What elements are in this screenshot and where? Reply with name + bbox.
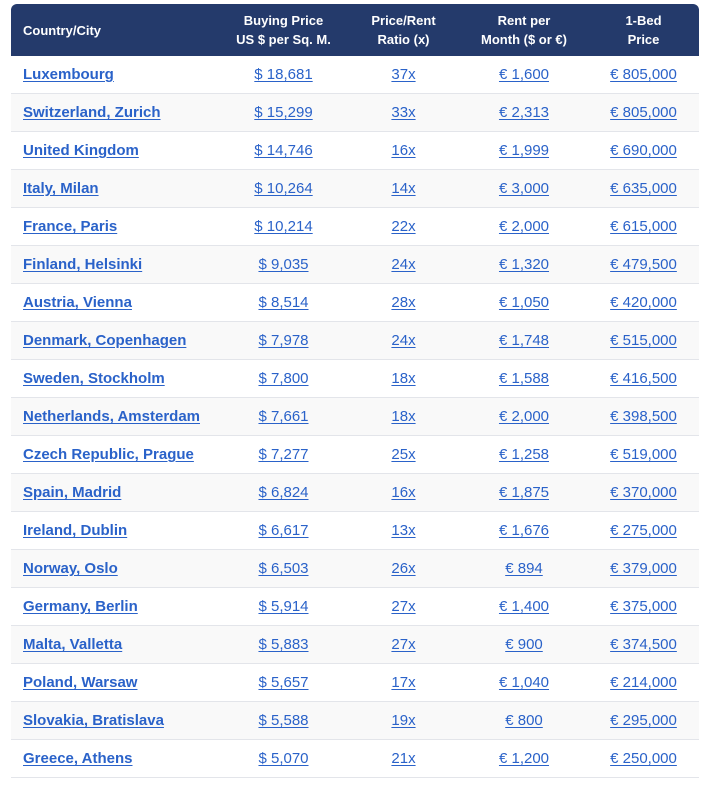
buying-price-link[interactable]: $ 6,617 (258, 522, 309, 539)
table-cell-buying-price (220, 94, 347, 132)
table-row (11, 474, 699, 512)
table-cell-rent (460, 170, 588, 208)
buying-price-link[interactable]: $ 5,914 (258, 598, 309, 615)
country-link[interactable]: Luxembourg (23, 66, 114, 83)
table-cell-one-bed (588, 284, 699, 322)
table-cell-country (11, 322, 220, 360)
table-cell-buying-price (220, 626, 347, 664)
table-cell-country (11, 94, 220, 132)
buying-price-link[interactable]: $ 5,657 (258, 674, 309, 691)
table-cell-buying-price (220, 436, 347, 474)
table-cell-rent (460, 56, 588, 94)
price-rent-ratio-link[interactable]: 16x (391, 142, 416, 159)
table-row (11, 322, 699, 360)
header-price-rent-ratio (347, 4, 460, 56)
buying-price-link[interactable]: $ 6,824 (258, 484, 309, 501)
price-rent-ratio-link[interactable]: 24x (391, 332, 416, 349)
rent-per-month-link[interactable]: € 2,313 (498, 104, 550, 121)
table-cell-one-bed (588, 208, 699, 246)
price-rent-ratio-link[interactable]: 33x (391, 104, 416, 121)
table-cell-ratio (347, 702, 460, 740)
table-cell-one-bed (588, 360, 699, 398)
header-buying-price-line1: Buying Price (243, 13, 324, 28)
table-cell-country (11, 170, 220, 208)
table-cell-one-bed (588, 436, 699, 474)
table-cell-buying-price (220, 550, 347, 588)
table-cell-one-bed (588, 664, 699, 702)
table-cell-rent (460, 474, 588, 512)
table-cell-one-bed (588, 132, 699, 170)
table-cell-country (11, 284, 220, 322)
buying-price-link[interactable]: $ 7,661 (258, 408, 309, 425)
price-rent-ratio-link[interactable]: 24x (391, 256, 416, 273)
table-cell-rent (460, 246, 588, 284)
table-cell-country (11, 474, 220, 512)
country-link[interactable]: Ireland, Dublin (23, 522, 128, 539)
one-bed-price-link[interactable]: € 479,500 (610, 256, 677, 273)
table-cell-rent (460, 132, 588, 170)
table-row (11, 56, 699, 94)
table-row (11, 398, 699, 436)
price-rent-ratio-link[interactable]: 18x (391, 370, 416, 387)
table-cell-rent (460, 360, 588, 398)
price-rent-ratio-link[interactable]: 37x (391, 66, 416, 83)
country-link[interactable]: Finland, Helsinki (23, 256, 143, 273)
country-link[interactable]: Sweden, Stockholm (23, 370, 165, 387)
table-cell-one-bed (588, 398, 699, 436)
table-body (11, 56, 699, 778)
header-buying-price-line2: US $ per Sq. M. (236, 32, 331, 47)
one-bed-price-link[interactable]: € 295,000 (610, 712, 677, 729)
country-link[interactable]: Greece, Athens (23, 750, 133, 767)
table-cell-ratio (347, 588, 460, 626)
price-table-container (11, 4, 699, 778)
one-bed-price-link[interactable]: € 398,500 (610, 408, 677, 425)
table-cell-buying-price (220, 512, 347, 550)
buying-price-link[interactable]: $ 18,681 (254, 66, 313, 83)
price-rent-ratio-link[interactable]: 16x (391, 484, 416, 501)
buying-price-link[interactable]: $ 7,978 (258, 332, 309, 349)
country-link[interactable]: Malta, Valletta (23, 636, 123, 653)
table-cell-country (11, 702, 220, 740)
one-bed-price-link[interactable]: € 374,500 (610, 636, 677, 653)
one-bed-price-link[interactable]: € 805,000 (610, 104, 677, 121)
one-bed-price-link[interactable]: € 370,000 (610, 484, 677, 501)
buying-price-link[interactable]: $ 9,035 (258, 256, 309, 273)
one-bed-price-link[interactable]: € 635,000 (610, 180, 677, 197)
one-bed-price-link[interactable]: € 690,000 (610, 142, 677, 159)
table-row (11, 626, 699, 664)
header-one-bed-line1: 1-Bed (625, 13, 662, 28)
rent-per-month-link[interactable]: € 1,748 (498, 332, 550, 349)
table-cell-ratio (347, 398, 460, 436)
rent-per-month-link[interactable]: € 900 (505, 636, 543, 653)
table-cell-one-bed (588, 94, 699, 132)
price-rent-ratio-link[interactable]: 26x (391, 560, 416, 577)
header-ratio-line2: Ratio (x) (377, 32, 430, 47)
one-bed-price-link[interactable]: € 379,000 (610, 560, 677, 577)
header-rent-line2: Month ($ or €) (481, 32, 567, 47)
table-cell-one-bed (588, 588, 699, 626)
price-rent-ratio-link[interactable]: 17x (391, 674, 416, 691)
one-bed-price-link[interactable]: € 805,000 (610, 66, 677, 83)
table-cell-country (11, 512, 220, 550)
rent-per-month-link[interactable]: € 1,875 (498, 484, 550, 501)
table-cell-one-bed (588, 740, 699, 778)
one-bed-price-link[interactable]: € 615,000 (610, 218, 677, 235)
table-cell-ratio (347, 436, 460, 474)
table-cell-rent (460, 702, 588, 740)
table-cell-rent (460, 664, 588, 702)
rent-per-month-link[interactable]: € 2,000 (498, 218, 550, 235)
table-cell-buying-price (220, 208, 347, 246)
one-bed-price-link[interactable]: € 416,500 (610, 370, 677, 387)
table-cell-ratio (347, 246, 460, 284)
country-link[interactable]: Austria, Vienna (23, 294, 132, 311)
table-cell-rent (460, 626, 588, 664)
price-rent-ratio-link[interactable]: 13x (391, 522, 416, 539)
buying-price-link[interactable]: $ 14,746 (254, 142, 313, 159)
country-link[interactable]: Slovakia, Bratislava (23, 712, 164, 729)
table-cell-rent (460, 740, 588, 778)
one-bed-price-link[interactable]: € 275,000 (610, 522, 677, 539)
table-row (11, 170, 699, 208)
table-cell-country (11, 664, 220, 702)
table-row (11, 94, 699, 132)
table-cell-ratio (347, 664, 460, 702)
price-rent-ratio-link[interactable]: 22x (391, 218, 416, 235)
table-cell-rent (460, 550, 588, 588)
table-row (11, 208, 699, 246)
table-cell-rent (460, 588, 588, 626)
country-link[interactable]: United Kingdom (23, 142, 139, 159)
table-cell-buying-price (220, 170, 347, 208)
rent-per-month-link[interactable]: € 1,258 (498, 446, 550, 463)
table-cell-buying-price (220, 664, 347, 702)
table-row (11, 740, 699, 778)
table-cell-country (11, 740, 220, 778)
buying-price-link[interactable]: $ 5,883 (258, 636, 309, 653)
table-row (11, 246, 699, 284)
table-row (11, 436, 699, 474)
header-rent-line1: Rent per (497, 13, 551, 28)
one-bed-price-link[interactable]: € 515,000 (610, 332, 677, 349)
table-cell-ratio (347, 512, 460, 550)
table-row (11, 512, 699, 550)
rent-per-month-link[interactable]: € 894 (505, 560, 543, 577)
one-bed-price-link[interactable]: € 519,000 (610, 446, 677, 463)
buying-price-link[interactable]: $ 7,800 (258, 370, 309, 387)
table-row (11, 360, 699, 398)
table-cell-buying-price (220, 360, 347, 398)
table-cell-one-bed (588, 246, 699, 284)
table-cell-rent (460, 322, 588, 360)
table-row (11, 284, 699, 322)
table-cell-one-bed (588, 702, 699, 740)
buying-price-link[interactable]: $ 10,214 (254, 218, 313, 235)
table-cell-buying-price (220, 474, 347, 512)
header-one-bed-line2: Price (627, 32, 660, 47)
table-cell-buying-price (220, 588, 347, 626)
buying-price-link[interactable]: $ 7,277 (258, 446, 309, 463)
table-cell-rent (460, 94, 588, 132)
table-cell-country (11, 398, 220, 436)
country-link[interactable]: Italy, Milan (23, 180, 99, 197)
buying-price-link[interactable]: $ 5,588 (258, 712, 309, 729)
one-bed-price-link[interactable]: € 214,000 (610, 674, 677, 691)
table-cell-ratio (347, 626, 460, 664)
one-bed-price-link[interactable]: € 420,000 (610, 294, 677, 311)
table-cell-ratio (347, 550, 460, 588)
country-link[interactable]: Norway, Oslo (23, 560, 118, 577)
table-cell-one-bed (588, 170, 699, 208)
rent-per-month-link[interactable]: € 1,676 (498, 522, 550, 539)
table-cell-ratio (347, 132, 460, 170)
header-ratio-line1: Price/Rent (371, 13, 436, 28)
price-rent-ratio-link[interactable]: 18x (391, 408, 416, 425)
table-cell-rent (460, 398, 588, 436)
rent-per-month-link[interactable]: € 1,050 (498, 294, 550, 311)
rent-per-month-link[interactable]: € 3,000 (498, 180, 550, 197)
table-cell-country (11, 208, 220, 246)
country-link[interactable]: Switzerland, Zurich (23, 104, 161, 121)
rent-per-month-link[interactable]: € 1,400 (498, 598, 550, 615)
rent-per-month-link[interactable]: € 800 (505, 712, 543, 729)
table-cell-one-bed (588, 626, 699, 664)
header-rent-per-month (460, 4, 588, 56)
table-header (11, 4, 699, 56)
price-rent-ratio-link[interactable]: 21x (391, 750, 416, 767)
buying-price-link[interactable]: $ 6,503 (258, 560, 309, 577)
table-cell-rent (460, 284, 588, 322)
price-rent-ratio-link[interactable]: 19x (391, 712, 416, 729)
header-country (11, 4, 220, 56)
country-link[interactable]: Denmark, Copenhagen (23, 332, 187, 349)
table-cell-ratio (347, 94, 460, 132)
buying-price-link[interactable]: $ 5,070 (258, 750, 309, 767)
table-cell-country (11, 246, 220, 284)
table-row (11, 132, 699, 170)
table-cell-buying-price (220, 702, 347, 740)
header-one-bed-price (588, 4, 699, 56)
country-link[interactable]: Netherlands, Amsterdam (23, 408, 200, 425)
table-cell-country (11, 56, 220, 94)
table-cell-ratio (347, 322, 460, 360)
header-row (11, 4, 699, 56)
table-cell-country (11, 588, 220, 626)
table-cell-rent (460, 512, 588, 550)
price-rent-ratio-link[interactable]: 27x (391, 598, 416, 615)
one-bed-price-link[interactable]: € 375,000 (610, 598, 677, 615)
rent-per-month-link[interactable]: € 1,600 (498, 66, 550, 83)
table-cell-country (11, 132, 220, 170)
table-cell-one-bed (588, 474, 699, 512)
price-rent-ratio-link[interactable]: 27x (391, 636, 416, 653)
table-cell-ratio (347, 474, 460, 512)
table-cell-buying-price (220, 398, 347, 436)
country-link[interactable]: Poland, Warsaw (23, 674, 138, 691)
table-row (11, 664, 699, 702)
table-cell-one-bed (588, 550, 699, 588)
table-cell-buying-price (220, 322, 347, 360)
one-bed-price-link[interactable]: € 250,000 (610, 750, 677, 767)
price-rent-ratio-link[interactable]: 28x (391, 294, 416, 311)
country-link[interactable]: France, Paris (23, 218, 118, 235)
table-cell-ratio (347, 740, 460, 778)
rent-per-month-link[interactable]: € 2,000 (498, 408, 550, 425)
table-cell-country (11, 436, 220, 474)
table-cell-one-bed (588, 322, 699, 360)
table-cell-country (11, 360, 220, 398)
table-cell-rent (460, 208, 588, 246)
table-cell-one-bed (588, 56, 699, 94)
buying-price-link[interactable]: $ 10,264 (254, 180, 313, 197)
buying-price-link[interactable]: $ 15,299 (254, 104, 313, 121)
table-cell-ratio (347, 284, 460, 322)
country-link[interactable]: Germany, Berlin (23, 598, 138, 615)
table-cell-ratio (347, 56, 460, 94)
table-cell-ratio (347, 208, 460, 246)
rent-per-month-link[interactable]: € 1,999 (498, 142, 550, 159)
property-price-table (11, 4, 699, 778)
table-cell-ratio (347, 170, 460, 208)
rent-per-month-link[interactable]: € 1,588 (498, 370, 550, 387)
table-row (11, 588, 699, 626)
table-row (11, 702, 699, 740)
rent-per-month-link[interactable]: € 1,200 (498, 750, 550, 767)
table-cell-country (11, 550, 220, 588)
table-cell-buying-price (220, 56, 347, 94)
price-rent-ratio-link[interactable]: 14x (391, 180, 416, 197)
buying-price-link[interactable]: $ 8,514 (258, 294, 309, 311)
country-link[interactable]: Spain, Madrid (23, 484, 122, 501)
table-cell-buying-price (220, 132, 347, 170)
table-cell-ratio (347, 360, 460, 398)
table-cell-buying-price (220, 284, 347, 322)
rent-per-month-link[interactable]: € 1,320 (498, 256, 550, 273)
price-rent-ratio-link[interactable]: 25x (391, 446, 416, 463)
header-buying-price (220, 4, 347, 56)
table-cell-buying-price (220, 246, 347, 284)
table-cell-buying-price (220, 740, 347, 778)
country-link[interactable]: Czech Republic, Prague (23, 446, 194, 463)
rent-per-month-link[interactable]: € 1,040 (498, 674, 550, 691)
table-cell-rent (460, 436, 588, 474)
table-cell-country (11, 626, 220, 664)
table-row (11, 550, 699, 588)
table-cell-one-bed (588, 512, 699, 550)
header-country-label: Country/City (23, 22, 101, 38)
